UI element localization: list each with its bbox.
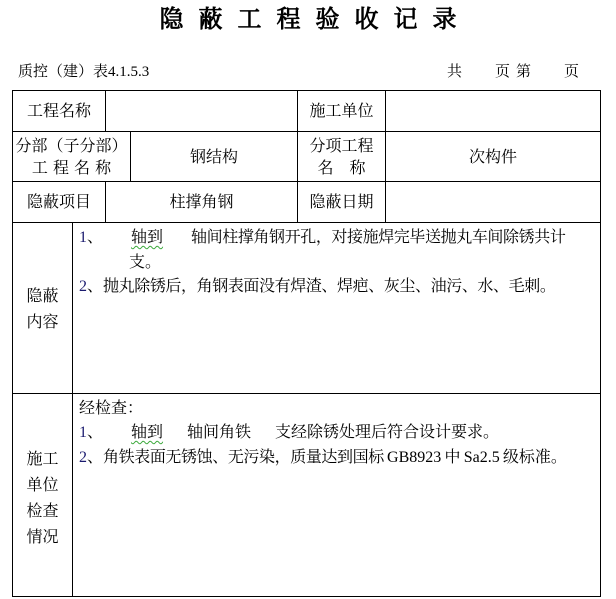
axis-from-text: 轴到 bbox=[131, 422, 164, 441]
row-divider bbox=[12, 393, 601, 394]
item-number: 2 bbox=[79, 278, 87, 295]
content-item-1 bbox=[79, 225, 599, 250]
inspection-label-line: 施工 bbox=[26, 449, 59, 468]
form-code bbox=[18, 60, 149, 83]
sub-item-label-line2: 名 称 bbox=[317, 157, 366, 177]
table-border-bottom bbox=[12, 596, 601, 597]
concealed-item-value[interactable]: 柱撑角钢 bbox=[169, 192, 234, 211]
inspection-item-2 bbox=[79, 445, 599, 470]
item-text-line2: 支。 bbox=[129, 252, 162, 271]
sub-item-value[interactable]: 次构件 bbox=[468, 146, 517, 166]
item-number: 1 bbox=[79, 229, 87, 246]
concealed-date-field[interactable] bbox=[386, 182, 600, 222]
sub-item-label-line1: 分项工程 bbox=[309, 135, 374, 155]
page-current-label: 第 bbox=[516, 62, 532, 80]
inspection-item-1 bbox=[79, 420, 599, 445]
concealed-content-text[interactable] bbox=[79, 225, 599, 299]
content-item-1-cont bbox=[79, 250, 599, 274]
inspection-text[interactable] bbox=[79, 396, 599, 470]
concealed-item-label: 隐蔽项目 bbox=[26, 192, 91, 211]
item-text-b: 支经除锈处理后符合设计要求。 bbox=[275, 422, 500, 441]
sub-division-label-line2: 工 程 名 称 bbox=[31, 157, 112, 177]
concealed-content-label bbox=[13, 283, 72, 335]
contractor-label: 施工单位 bbox=[309, 101, 374, 120]
page-total-label: 共 bbox=[447, 62, 463, 80]
sub-division-label bbox=[13, 132, 130, 181]
contractor-field[interactable] bbox=[386, 91, 600, 131]
sub-division-label-line1: 分部（子分部） bbox=[15, 135, 128, 155]
project-name-label: 工程名称 bbox=[26, 101, 91, 120]
form-code-prefix: 质控（建）表 bbox=[18, 62, 109, 80]
project-name-field[interactable] bbox=[106, 91, 297, 131]
item-separator: 、 bbox=[87, 422, 104, 441]
item-number: 1 bbox=[79, 424, 87, 441]
item-text-a: 角铁表面无锈蚀、无污染，质量达到国标 bbox=[103, 447, 384, 466]
page-unit-label-2: 页 bbox=[564, 62, 580, 80]
row-divider bbox=[12, 222, 601, 223]
sub-division-value[interactable]: 钢结构 bbox=[189, 146, 238, 166]
axis-from-text: 轴到 bbox=[131, 227, 164, 246]
concealed-date-label: 隐蔽日期 bbox=[309, 192, 374, 211]
inspection-intro: 经检查： bbox=[79, 398, 144, 417]
inspection-label-line: 检查 bbox=[26, 501, 59, 520]
sub-item-label bbox=[298, 132, 385, 181]
item-text-line1: 轴间柱撑角钢开孔，对接施焊完毕送抛丸车间除锈共计 bbox=[191, 227, 566, 246]
item-separator: 、 bbox=[87, 447, 104, 466]
item-number: 2 bbox=[79, 449, 87, 466]
item-separator: 、 bbox=[87, 227, 104, 246]
concealed-content-label-line1: 隐蔽 bbox=[26, 286, 59, 305]
inspection-label-line: 单位 bbox=[26, 475, 59, 494]
grade-code: Sa2.5 bbox=[463, 449, 500, 466]
form-code-number: 4.1.5.3 bbox=[108, 64, 150, 80]
col-divider bbox=[72, 222, 73, 597]
item-text-b: 中 bbox=[444, 447, 461, 466]
inspection-label bbox=[13, 446, 72, 550]
item-text: 抛丸除锈后，角钢表面没有焊渣、焊疤、灰尘、油污、水、毛刺。 bbox=[103, 276, 556, 295]
document-title: 隐蔽工程验收记录 bbox=[159, 5, 472, 33]
inspection-label-line: 情况 bbox=[26, 527, 59, 546]
item-separator: 、 bbox=[87, 276, 104, 295]
page-info bbox=[447, 60, 579, 82]
concealed-content-label-line2: 内容 bbox=[26, 312, 59, 331]
item-text-a: 轴间角铁 bbox=[187, 422, 252, 441]
page-unit-label: 页 bbox=[495, 62, 511, 80]
standard-code: GB8923 bbox=[387, 449, 442, 466]
item-text-c: 级标准。 bbox=[502, 447, 567, 466]
content-item-2 bbox=[79, 274, 599, 299]
table-border-right bbox=[600, 90, 601, 597]
